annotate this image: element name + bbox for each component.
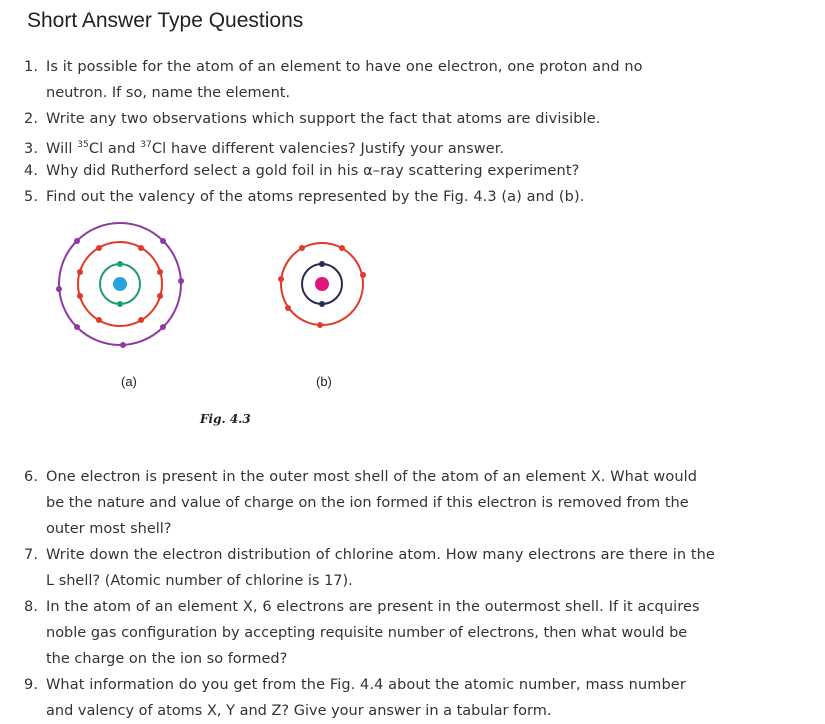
mass-number-37: 37 <box>140 140 152 150</box>
page-title: Short Answer Type Questions <box>27 9 304 32</box>
figure-label: Fig. 4.3 <box>200 412 251 426</box>
question-text-continued: neutron. If so, name the element. <box>46 85 291 101</box>
question-number: 8. <box>24 599 39 615</box>
text-run: Cl and <box>88 141 141 157</box>
electron <box>96 317 102 323</box>
atom-a <box>56 223 184 348</box>
electron <box>120 342 126 348</box>
question-2 <box>24 106 600 132</box>
question-number: 1. <box>24 59 39 75</box>
electron <box>278 276 284 282</box>
electron <box>157 293 163 299</box>
electron <box>56 286 62 292</box>
question-number: 5. <box>24 189 39 205</box>
question-1 <box>24 54 643 80</box>
electron <box>319 301 325 307</box>
electron <box>285 305 291 311</box>
question-6 <box>24 464 697 490</box>
electron <box>360 272 366 278</box>
electron <box>319 261 325 267</box>
question-text: Why did Rutherford select a gold foil in his α–ray scattering experiment? <box>46 163 580 179</box>
electron <box>77 269 83 275</box>
electron <box>160 238 166 244</box>
question-text-continued: noble gas configuration by accepting requisite number of electrons, then what would be <box>46 625 688 641</box>
question-text: Find out the valency of the atoms represented by the Fig. 4.3 (a) and (b). <box>46 189 585 205</box>
electron <box>117 301 123 307</box>
electron <box>96 245 102 251</box>
caption-b: (b) <box>316 374 332 389</box>
atom-diagrams <box>50 220 380 360</box>
electron <box>299 245 305 251</box>
question-text: Is it possible for the atom of an element to have one electron, one proton and no <box>46 59 643 75</box>
mass-number-35: 35 <box>77 140 89 150</box>
electron <box>74 324 80 330</box>
text-run: Will <box>46 141 78 157</box>
text-run: Cl have different valencies? Justify your answer. <box>151 141 505 157</box>
question-number: 6. <box>24 469 39 485</box>
question-7 <box>24 542 715 568</box>
question-text: In the atom of an element X, 6 electrons are present in the outermost shell. If it acquires <box>46 599 700 615</box>
nucleus-a <box>113 277 127 291</box>
question-text <box>46 141 504 157</box>
electron <box>160 324 166 330</box>
question-4 <box>24 158 579 184</box>
electron <box>74 238 80 244</box>
question-8 <box>24 594 700 620</box>
question-text-continued: be the nature and value of charge on the ion formed if this electron is removed from the <box>46 495 689 511</box>
electron <box>117 261 123 267</box>
question-text-continued: outer most shell? <box>46 521 172 537</box>
electron <box>317 322 323 328</box>
question-number: 7. <box>24 547 39 563</box>
electron <box>157 269 163 275</box>
question-text-continued: the charge on the ion so formed? <box>46 651 288 667</box>
electron <box>138 245 144 251</box>
question-text: Write any two observations which support the fact that atoms are divisible. <box>46 111 601 127</box>
electron <box>339 245 345 251</box>
question-text: Write down the electron distribution of chlorine atom. How many electrons are there in the <box>46 547 715 563</box>
question-text: What information do you get from the Fig. 4.4 about the atomic number, mass number <box>46 677 686 693</box>
question-number: 3. <box>24 141 39 157</box>
electron <box>178 278 184 284</box>
question-5 <box>24 184 584 210</box>
question-text-continued: L shell? (Atomic number of chlorine is 17). <box>46 573 353 589</box>
question-number: 4. <box>24 163 39 179</box>
electron <box>138 317 144 323</box>
question-number: 2. <box>24 111 39 127</box>
question-text: One electron is present in the outer most shell of the atom of an element X. What would <box>46 469 698 485</box>
question-number: 9. <box>24 677 39 693</box>
electron <box>77 293 83 299</box>
question-9 <box>24 672 686 698</box>
nucleus-b <box>315 277 329 291</box>
caption-a: (a) <box>121 374 137 389</box>
atom-b <box>278 243 366 328</box>
question-text-continued: and valency of atoms X, Y and Z? Give your answer in a tabular form. <box>46 703 552 719</box>
